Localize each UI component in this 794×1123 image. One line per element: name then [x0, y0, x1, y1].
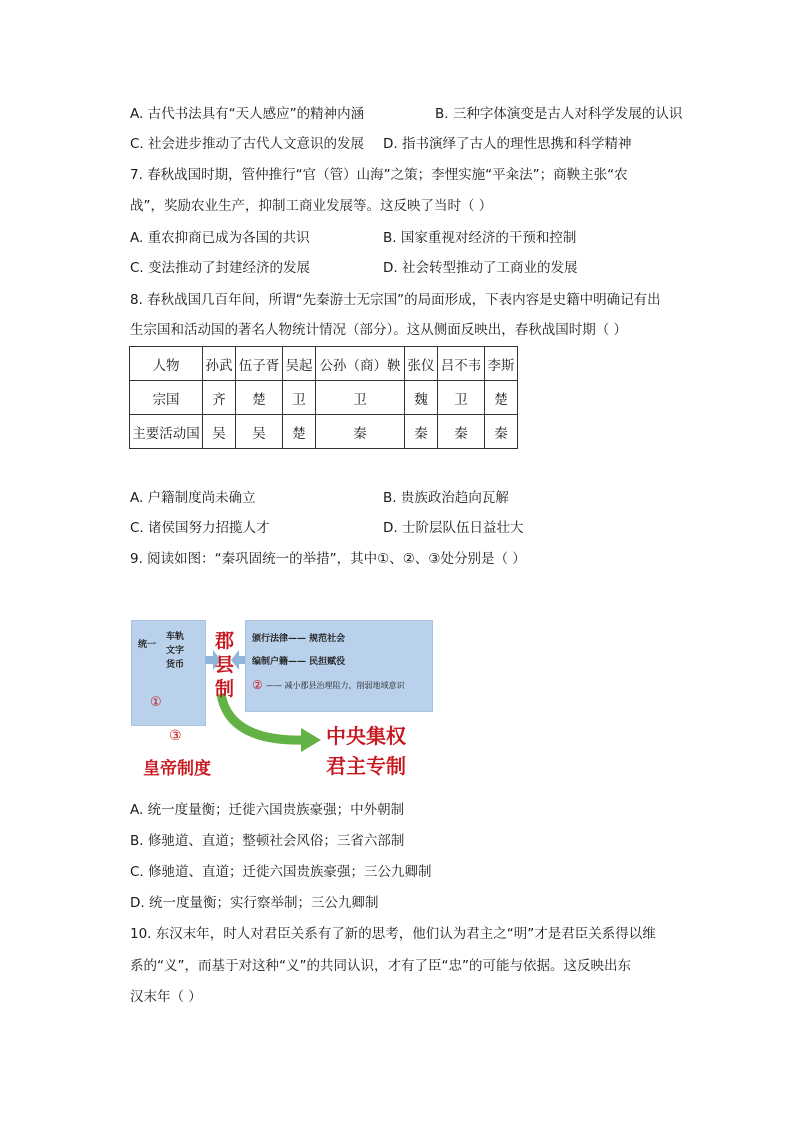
table-row	[130, 381, 518, 415]
table-cell: 卫	[316, 381, 405, 415]
q7-stem-line1: 7. 春秋战国时期，管仲推行“官（管）山海”之策；李悝实施“平籴法”；商鞅主张“农	[130, 167, 628, 183]
q7-stem-line2: 战”，奖励农业生产，抑制工商业发展等。这反映了当时（ ）	[130, 198, 493, 214]
q8-stem-line2: 生宗国和活动国的著名人物统计情况（部分）。这从侧面反映出，春秋战国时期（ ）	[130, 322, 628, 338]
law-measure: 颁行法律—— 规范社会	[252, 634, 346, 644]
unify-item: 车轨	[166, 632, 185, 642]
q7-option-b: B. 国家重视对经济的干预和控制	[383, 230, 577, 246]
result-centralization: 中央集权	[326, 724, 406, 748]
q9-option-b: B. 修驰道、直道；整顿社会风俗；三省六部制	[130, 833, 405, 849]
table-cell: 吕不韦	[438, 347, 485, 381]
table-cell: 卫	[438, 381, 485, 415]
curve-arrowhead-icon	[301, 728, 321, 752]
mark-3: ③	[169, 728, 182, 744]
table-cell: 李斯	[485, 347, 518, 381]
result-autocracy: 君主专制	[326, 754, 406, 778]
q10-stem-line1: 10. 东汉末年，时人对君臣关系有了新的思考，他们认为君主之“明”才是君臣关系得以维	[130, 926, 656, 942]
q10-stem-line3: 汉末年（ ）	[130, 989, 202, 1005]
mark-2: ②	[252, 678, 263, 692]
table-cell: 吴	[203, 415, 236, 449]
figures-table	[129, 346, 518, 449]
q6-option-d: D. 指书演绎了古人的理性思携和科学精神	[383, 136, 632, 152]
household-measure: 编制户籍—— 民担赋役	[252, 657, 346, 667]
table-row	[130, 415, 518, 449]
table-cell: 楚	[236, 381, 283, 415]
table-cell: 吴起	[283, 347, 316, 381]
table-cell: 伍子胥	[236, 347, 283, 381]
table-cell: 齐	[203, 381, 236, 415]
q8-option-a: A. 户籍制度尚未确立	[130, 490, 256, 506]
qin-unification-diagram	[129, 616, 434, 786]
unify-label: 统一	[138, 640, 157, 650]
q6-option-c: C. 社会进步推动了古代人文意识的发展	[130, 136, 365, 152]
q6-option-a: A. 古代书法具有“天人感应”的精神内涵	[130, 106, 365, 122]
table-cell: 张仪	[405, 347, 438, 381]
q8-option-c: C. 诸侯国努力招揽人才	[130, 520, 270, 536]
q8-option-d: D. 士阶层队伍日益壮大	[383, 520, 524, 536]
center-char: 县	[215, 654, 235, 676]
table-cell: 楚	[485, 381, 518, 415]
mark-1: ①	[150, 695, 162, 710]
q9-option-d: D. 统一度量衡；实行察举制；三公九卿制	[130, 895, 379, 911]
table-cell: 卫	[283, 381, 316, 415]
q10-stem-line2: 系的“义”，而基于对这种“义”的共同认识，才有了臣“忠”的可能与依据。这反映出东	[130, 958, 631, 974]
unify-item: 货币	[166, 660, 185, 670]
q9-stem: 9. 阅读如图：“秦巩固统一的举措”，其中①、②、③处分别是（ ）	[130, 551, 526, 567]
q9-option-c: C. 修驰道、直道；迁徙六国贵族豪强；三公九卿制	[130, 864, 432, 880]
table-cell: 秦	[438, 415, 485, 449]
weaken-measure: —— 减小郡县治理阻力，削弱地域意识	[266, 681, 405, 690]
q7-option-c: C. 变法推动了封建经济的发展	[130, 260, 311, 276]
unify-item: 文字	[166, 646, 185, 656]
table-cell: 秦	[316, 415, 405, 449]
table-cell: 秦	[405, 415, 438, 449]
table-cell: 孙武	[203, 347, 236, 381]
table-cell: 魏	[405, 381, 438, 415]
table-cell: 吴	[236, 415, 283, 449]
q6-option-b: B. 三种字体演变是古人对科学发展的认识	[435, 106, 683, 122]
center-char: 制	[215, 678, 235, 700]
table-cell: 公孙（商）鞅	[316, 347, 405, 381]
q7-option-a: A. 重农抑商已成为各国的共识	[130, 230, 310, 246]
center-char: 郡	[215, 630, 235, 652]
table-cell: 人物	[130, 347, 203, 381]
table-cell: 楚	[283, 415, 316, 449]
table-cell: 宗国	[130, 381, 203, 415]
q9-option-a: A. 统一度量衡；迁徙六国贵族豪强；中外朝制	[130, 802, 405, 818]
q8-option-b: B. 贵族政治趋向瓦解	[383, 490, 509, 506]
q7-option-d: D. 社会转型推动了工商业的发展	[383, 260, 578, 276]
table-row	[130, 347, 518, 381]
measures-box	[245, 620, 433, 712]
q8-stem-line1: 8. 春秋战国几百年间，所谓“先秦游士无宗国”的局面形成，下表内容是史籍中明确记有出	[130, 292, 661, 308]
table-cell: 秦	[485, 415, 518, 449]
emperor-label: 皇帝制度	[143, 759, 211, 779]
table-cell: 主要活动国	[130, 415, 203, 449]
